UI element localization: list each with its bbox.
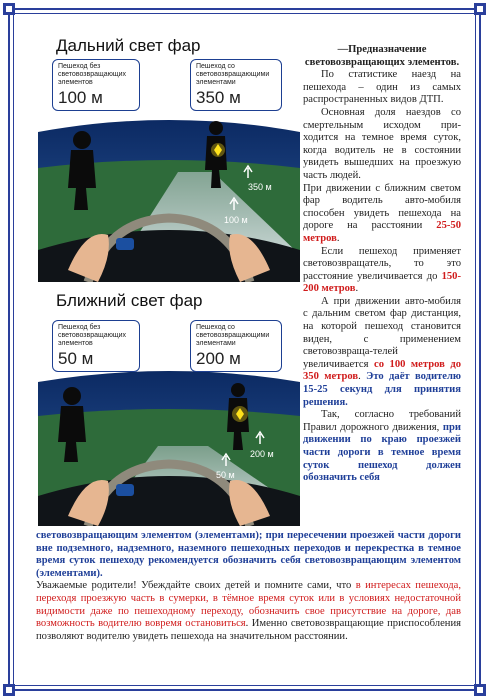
highlight-blue: Это даёт водителю 15-25 секунд для принятия решения. — [303, 371, 461, 408]
paragraph-reflector-range — [303, 246, 461, 296]
paragraph-statistics: По статистике наезд на пешехода – один из самых распространенных видов ДТП. — [303, 69, 461, 106]
bubble-with-reflector — [190, 59, 282, 111]
bubble-no-reflector — [52, 59, 140, 111]
corner-ornament — [3, 684, 15, 696]
bubble-distance: 100 м — [58, 88, 103, 107]
paragraph-traffic-rules — [303, 409, 461, 485]
text-span: Так, согласно требований Правил дорожного движения, — [303, 409, 461, 433]
low-beam-illustration — [38, 316, 300, 526]
article-bottom — [36, 530, 461, 643]
text-span: Если пешеход применяет световозвращатель, то это расстояние увеличивается до — [303, 245, 461, 282]
highlight-red: 150-200 метров — [303, 270, 461, 295]
text-span: А при движении авто-мобиля с дальним светом фар дистанция, на которой пешеход становится виден, с применением световозвраща-телей увеличивается — [303, 295, 461, 370]
bubble-caption: Пешеход без световозвращающих элементов — [58, 324, 127, 347]
text-span: . — [336, 232, 340, 244]
marker-far: 350 м — [248, 182, 272, 192]
paragraph-dark-time: Основная доля наездов со смертельным исходом при-ходится на темное время суток, когда водитель не в состоянии увидеть вышедших на проезжую часть людей. — [303, 106, 461, 181]
marker-near: 100 м — [224, 215, 248, 225]
text-span: Уважаемые родители! Убеждайте своих детей и помните сами, что — [36, 580, 356, 592]
bubble-caption: Пешеход со световозвращающими элементами — [196, 324, 270, 347]
marker-far: 200 м — [250, 449, 274, 459]
paragraph-low-beam — [303, 183, 461, 246]
corner-ornament — [474, 684, 486, 696]
paragraph-high-beam — [303, 296, 461, 409]
paragraph-parents — [36, 580, 461, 643]
article-column — [303, 44, 461, 485]
marker-near: 50 м — [216, 470, 235, 480]
bubble-distance: 200 м — [196, 349, 241, 368]
text-span: . — [355, 283, 359, 295]
paragraph-rules-continued: световозвращающим элементом (элементами); при пересечении проезжей части дороги вне подземного, надземного, наземного пешеходных переходов и перекрестка в темное время суток пешеходу рекомендуется обозначить себя световозвращающим элементом (элементами). — [36, 530, 461, 579]
high-beam-illustration — [38, 60, 300, 282]
text-span: При движении с ближним светом фар водитель авто-мобиля способен увидеть пешехода на дороге на расстоянии — [303, 182, 461, 232]
bubble-with-reflector — [190, 320, 282, 372]
low-beam-title: Ближний свет фар — [56, 291, 203, 310]
highlight-red: в интересах пешехода, переходя проезжую часть в сумерки, в тёмное время суток или в условиях недостаточной видимости даже по пешеходному переходу, обозначить свое присутствие на дороге, дав возможность водителю вовремя остановиться — [36, 580, 461, 630]
highlight-red: со 100 метров до 350 метров — [303, 358, 462, 383]
highlight-red: 25-50 метров — [303, 220, 461, 244]
bubble-distance: 50 м — [58, 349, 94, 368]
article-heading: —Предназначение световозвращающих элементов. — [304, 44, 460, 68]
high-beam-title: Дальний свет фар — [56, 36, 201, 55]
highlight-blue: при движении по краю проезжей части дороги в темное время суток пешеход должен обозначить себя — [303, 421, 461, 484]
bubble-no-reflector — [52, 320, 140, 372]
bubble-caption: Пешеход без световозвращающих элементов — [58, 63, 127, 86]
bubble-distance: 350 м — [196, 88, 241, 107]
corner-ornament — [474, 3, 486, 15]
text-span: . — [358, 371, 367, 383]
text-span: . Именно световозвращающие приспособления позволяют водителю увидеть пешехода на значительном расстоянии. — [36, 618, 461, 642]
corner-ornament — [3, 3, 15, 15]
bubble-caption: Пешеход со световозвращающими элементами — [196, 63, 270, 86]
